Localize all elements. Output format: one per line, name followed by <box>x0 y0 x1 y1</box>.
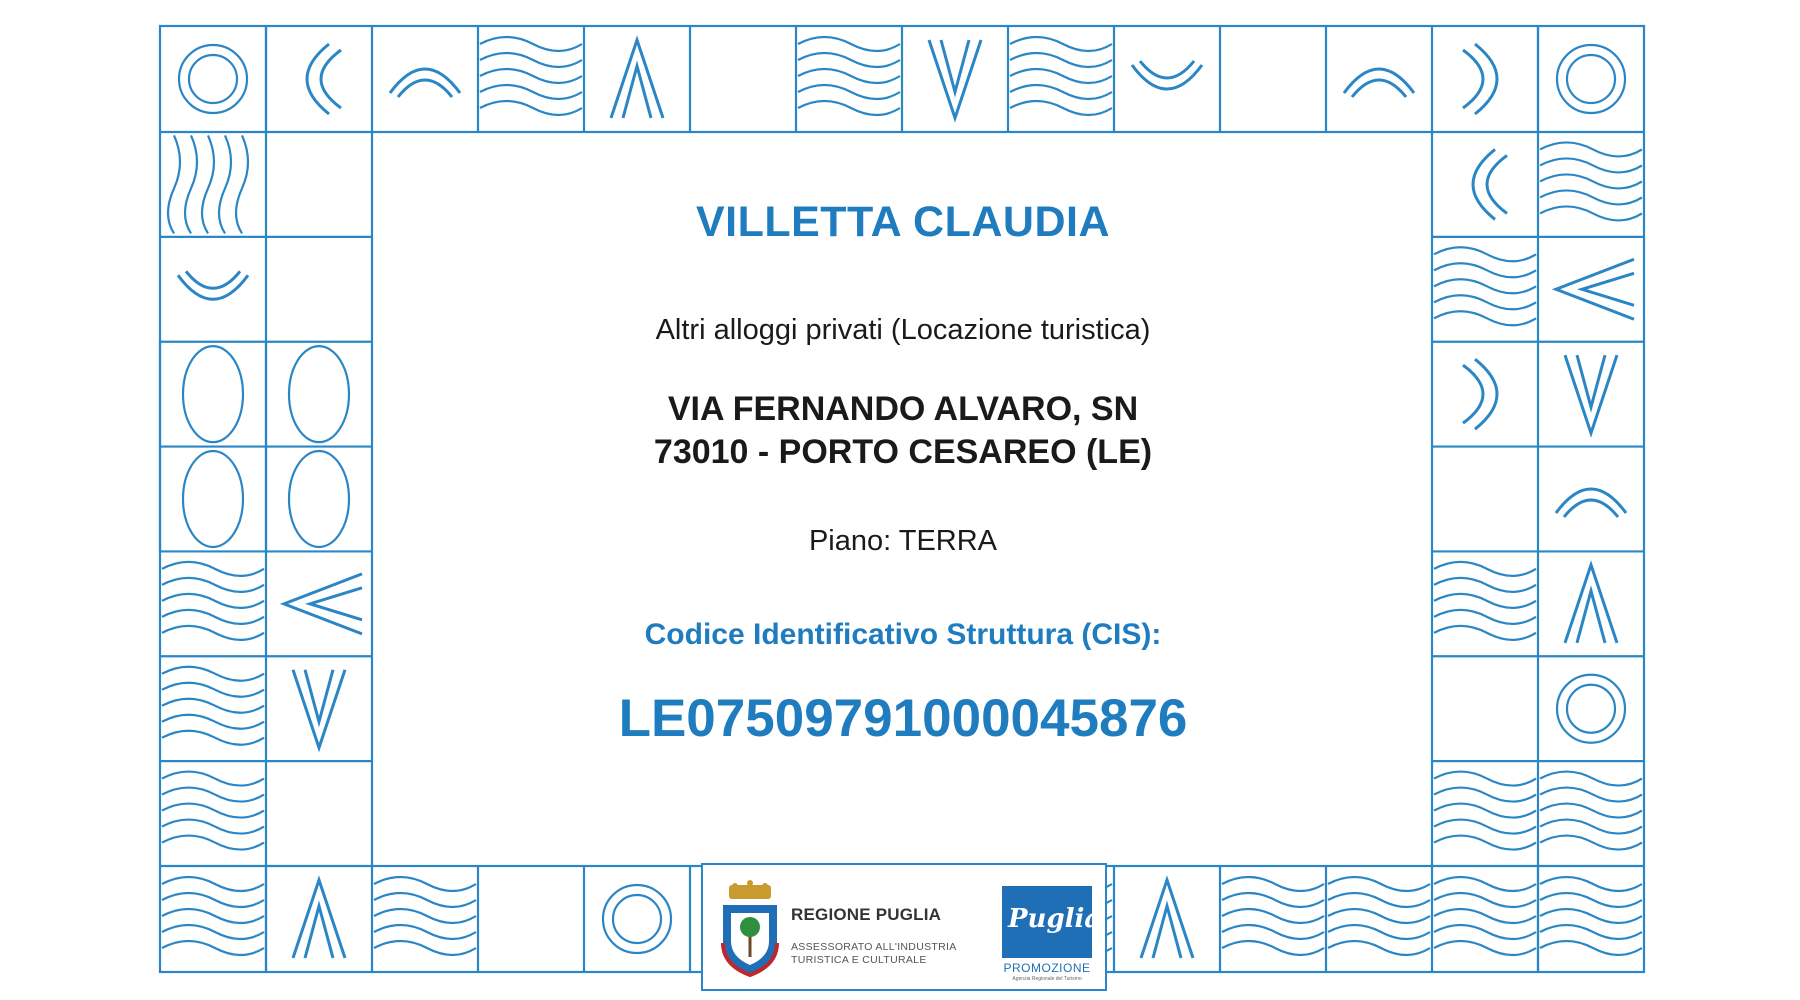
border-arc-right-icon <box>1475 44 1497 114</box>
border-chevron-down-icon <box>1565 355 1617 433</box>
border-chevron-up-icon <box>611 40 663 118</box>
cis-code: LE07509791000045876 <box>618 689 1188 748</box>
regione-puglia-name: REGIONE PUGLIA <box>791 905 942 924</box>
border-ring-half-icon <box>289 346 349 442</box>
border-arc-right-icon <box>1475 359 1497 429</box>
border-waves-icon <box>1434 562 1536 576</box>
border-chevron-left-icon <box>284 574 362 634</box>
border-ring-half-icon <box>183 451 243 547</box>
border-chevron-down-icon <box>929 40 981 118</box>
border-chevron-up-icon <box>293 880 345 958</box>
promozione-name: PROMOZIONE <box>1003 961 1091 975</box>
border-waves-icon <box>162 667 264 681</box>
puglia-logo-mark: Puglia <box>1008 904 1102 934</box>
address-street: VIA FERNANDO ALVARO, SN <box>667 390 1139 428</box>
border-waves-icon <box>1540 877 1642 891</box>
border-waves-icon <box>1010 37 1112 51</box>
border-arc-left-icon <box>1473 149 1495 219</box>
border-waves-icon <box>1222 877 1324 891</box>
border-waves-icon <box>1434 772 1536 786</box>
regione-puglia-crest-icon <box>715 879 785 979</box>
regione-puglia-subtitle-2: TURISTICA E CULTURALE <box>791 954 927 966</box>
border-waves-v-icon <box>168 135 180 233</box>
regione-puglia-subtitle-1: ASSESSORATO ALL'INDUSTRIA <box>791 941 957 953</box>
border-chevron-up-icon <box>1141 880 1193 958</box>
border-waves-icon <box>1328 877 1430 891</box>
puglia-promozione-logo <box>1002 886 1102 958</box>
sponsor-logos <box>701 863 1107 991</box>
border-waves-icon <box>1434 877 1536 891</box>
accommodation-type: Altri alloggi privati (Locazione turistica) <box>655 314 1151 346</box>
address-city: 73010 - PORTO CESAREO (LE) <box>653 433 1153 471</box>
border-ring-half-icon <box>289 451 349 547</box>
floor-info: Piano: TERRA <box>808 525 998 557</box>
border-waves-icon <box>1434 247 1536 261</box>
border-chevron-up-icon <box>1565 565 1617 643</box>
border-waves-icon <box>1540 142 1642 156</box>
border-arc-left-icon <box>307 44 329 114</box>
border-waves-icon <box>1540 772 1642 786</box>
border-waves-icon <box>798 37 900 51</box>
border-waves-icon <box>162 562 264 576</box>
border-ring-half-icon <box>183 346 243 442</box>
border-chevron-left-icon <box>1556 259 1634 319</box>
border-waves-icon <box>162 772 264 786</box>
border-chevron-down-icon <box>293 670 345 748</box>
cis-label: Codice Identificativo Struttura (CIS): <box>644 618 1162 651</box>
border-waves-icon <box>162 877 264 891</box>
border-outer-frame <box>160 26 1644 972</box>
property-name: VILLETTA CLAUDIA <box>695 198 1111 246</box>
border-waves-icon <box>480 37 582 51</box>
border-waves-icon <box>374 877 476 891</box>
promozione-subtitle: Agenzia Regionale del Turismo <box>1012 976 1082 982</box>
